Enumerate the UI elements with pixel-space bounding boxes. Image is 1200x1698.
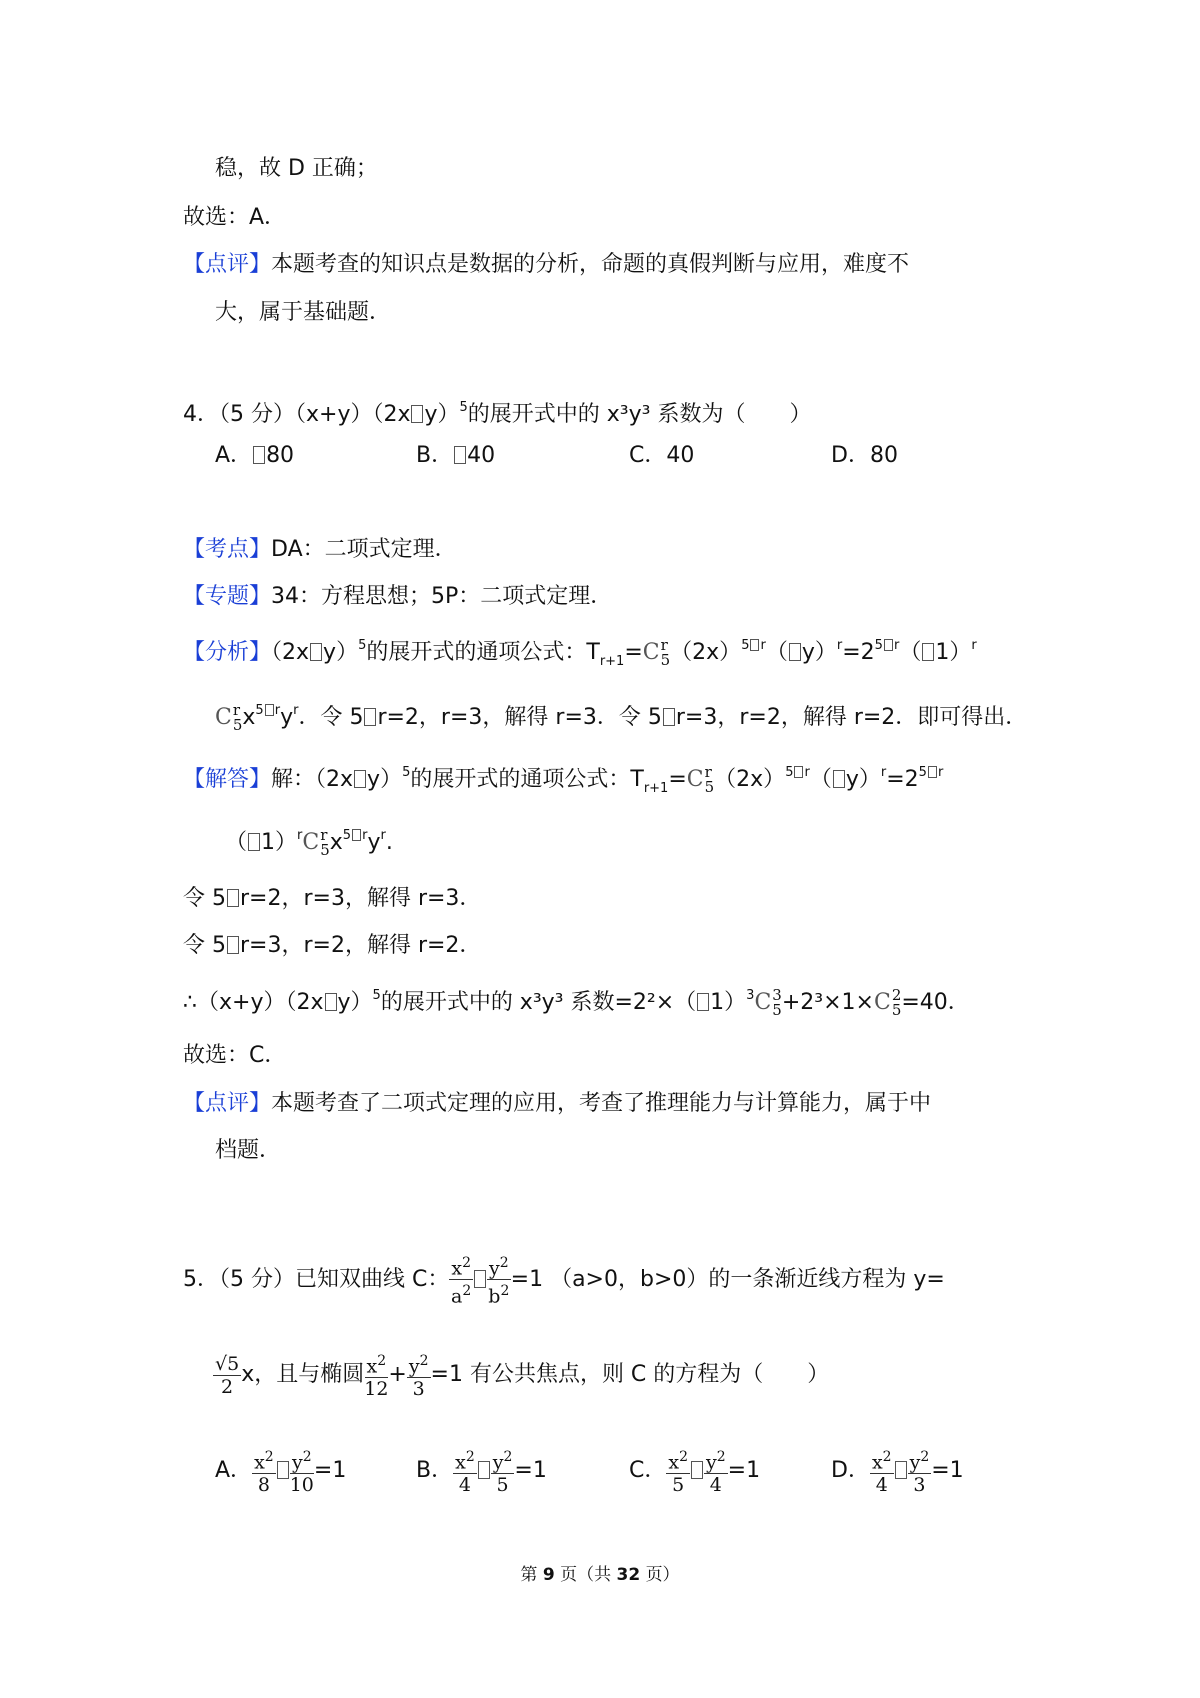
missing-glyph-icon [789,643,801,661]
comment-line-2: 大，属于基础题． [215,300,392,325]
denominator: 4 [458,1474,471,1497]
step-1 [183,884,481,914]
denominator: 2 [221,1375,234,1398]
combination: C 3 5 [754,986,782,1019]
fraction: $\frac{y^2}{5}$ [491,1446,515,1496]
missing-glyph-icon [310,643,322,661]
missing-glyph-icon [325,993,337,1011]
option-label: D． [831,443,870,468]
denominator: 4 [875,1474,888,1497]
option-c [629,441,694,471]
text: r=3，r=2，解得 r=2． [240,933,482,958]
option-label: A． [215,443,253,468]
comb-bottom: 5 [704,778,715,796]
question-4-stem [183,393,811,430]
fraction: $\frac{y^2}{3}$ [908,1446,932,1496]
text: =1 有公共焦点，则 C 的方程为（ ） [430,1362,830,1388]
missing-glyph-icon [354,770,366,788]
missing-glyph-icon [697,993,709,1011]
comb-bottom: 5 [320,841,330,859]
option-label: C． [629,443,667,468]
text: 令 5 [183,886,226,911]
numerator: √5 [215,1352,240,1375]
denominator: 8 [257,1474,270,1497]
option-d [831,441,898,471]
stem-part: 4．（5 分）（x+y）（2x [183,402,411,427]
text-line: 稳，故 D 正确； [215,156,378,181]
exponent: 5 [372,988,381,1003]
comb-bottom: 5 [772,1001,782,1019]
text: r=2，r=3，解得 r=3． [240,886,482,911]
denominator: 4 [709,1474,722,1497]
text: y） [337,990,373,1015]
zhuanti-tag: 【专题】 [183,584,272,609]
comment-text: 本题考查了二项式定理的应用，考查了推理能力与计算能力，属于中 [271,1091,932,1116]
fraction: $\frac{x^2}{5}$ [666,1446,690,1496]
option-d: D． $\frac{x^2}{4}$ $\frac{y^2}{3}$ =1 [831,1446,964,1496]
text: +2³×1× [781,990,874,1015]
text: 的展开式中的 x³y³ 系数=2²×（ [380,990,697,1015]
combination: C 2 5 [873,986,902,1019]
option-b: B． $\frac{x^2}{4}$ $\frac{y^2}{5}$ =1 [416,1446,547,1496]
jieda-tag: 【解答】 [183,767,272,792]
option-a [215,441,294,471]
result-line: ∴（x+y）（2x y）$^5$的展开式中的 x³y³ 系数=2²×（ 1）$^3$ C 3 5 +2³×1× C 2 5 =40． [183,986,970,1019]
comb-top: 3 [772,986,782,1004]
comb-bottom: 5 [232,716,243,734]
missing-glyph-icon [691,1461,703,1479]
denominator: 5 [496,1474,509,1497]
option-c: C． $\frac{x^2}{5}$ $\frac{y^2}{4}$ =1 [629,1446,760,1496]
comb-top: r [232,701,241,719]
comb-top: r [704,763,712,781]
comment-line [183,250,909,280]
option-label: B． [416,443,454,468]
text: 令 5 [183,933,226,958]
fraction: $\frac{x^2}{4}$ [453,1446,477,1496]
exponent: 5 r [741,638,766,653]
kaodian-line [183,535,457,565]
kaodian-text: DA：二项式定理． [271,537,457,562]
fraction: $\frac{x^2}{4}$ [870,1446,894,1496]
option-value: 80 [869,443,898,468]
fraction: $\frac{x^2}{8}$ [252,1446,276,1496]
text: 第 [520,1565,538,1585]
comment-line-2: 档题． [215,1138,282,1163]
missing-glyph-icon [895,1461,907,1479]
comb-bottom: 5 [660,651,671,669]
option-label: C． [629,1458,667,1484]
page-number: 9 [542,1565,555,1585]
fraction: $\frac{x^2}{12}$ [364,1350,388,1400]
denominator: 10 [289,1474,314,1497]
fenxi-line-2: C r 5 $x^{5 r}y^r$．令 5 r=2，r=3，解得 r=3．令 5 r=3，r=2，解得 r=2．即可得出． [215,701,1028,734]
jieda-line: 【解答】解：（2x y）$^5$的展开式的通项公式：$T_{r+1}=$ C r 5 $(2x)^{5 r}$（ $y)^r=2^{5 r}$ [183,763,944,796]
text: =40． [901,990,970,1015]
missing-glyph-icon [227,889,239,907]
missing-glyph-icon [833,770,845,788]
fraction: $\frac{y^2}{b^2}$ [487,1252,511,1308]
question-5-stem-2: $\frac{√5}{2}$ x，且与椭圆 $\frac{x^2}{12}$ + $\frac{y^2}{3}$ =1 有公共焦点，则 C 的方程为（ ） [213,1350,829,1400]
option-label: D． [831,1458,870,1484]
text: y） [367,767,403,792]
page-total: 32 [616,1565,641,1585]
option-label: A． [215,1458,253,1484]
combination: C r 5 [302,826,330,859]
text: r=2，r=3，解得 r=3．令 5 [377,705,662,730]
fraction [213,1353,241,1398]
option-value: 40 [467,443,496,468]
page-footer [0,1560,1200,1585]
missing-glyph-icon [248,833,260,851]
fenxi-tag: 【分析】 [183,640,272,665]
missing-glyph-icon [454,446,466,464]
jieda-line-2: （ 1）$^r$ C r 5 $x^{5 r}y^r$. [225,826,393,859]
stem-part: 的展开式中的 x³y³ 系数为（ ） [467,402,812,427]
missing-glyph-icon [474,1270,486,1288]
missing-glyph-icon [411,405,423,423]
kaodian-tag: 【考点】 [183,537,272,562]
text: y） [323,640,359,665]
text: 页） [645,1565,680,1585]
missing-glyph-icon [277,1461,289,1479]
comb-top: 2 [891,986,902,1004]
missing-glyph-icon [478,1461,490,1479]
comment-line [183,1089,931,1119]
missing-glyph-icon [364,708,376,726]
missing-glyph-icon [922,643,934,661]
missing-glyph-icon [227,936,239,954]
text: 的展开式的通项公式：T [410,767,644,792]
comment-text: 本题考查的知识点是数据的分析，命题的真假判断与应用，难度不 [271,252,910,277]
text: 的展开式的通项公式：T [366,640,600,665]
exponent: 5 [459,400,468,415]
text: ．令 5 [298,705,364,730]
option-b [416,441,495,471]
step-2 [183,931,481,961]
option-value: 80 [266,443,295,468]
denominator: 3 [913,1474,926,1497]
combination: C r 5 [642,636,671,669]
zhuanti-text: 34：方程思想；5P：二项式定理． [271,584,613,609]
answer-line: 故选：A． [183,205,287,230]
option-label: B． [416,1458,454,1484]
subscript: r+1 [643,781,669,796]
option-a: A． $\frac{x^2}{8}$ $\frac{y^2}{10}$ =1 [215,1446,346,1496]
text: 1） [710,990,747,1015]
text: r=3，r=2，解得 r=2．即可得出． [675,705,1028,730]
exponent: 5 [402,765,411,780]
denominator: 5 [672,1474,685,1497]
fenxi-line: 【分析】（2x y）$^5$的展开式的通项公式：$T_{r+1}=$ C r 5 $(2x)^{5 r}$（ $y)^r=2^{5 r}$（ 1）$^r$ [183,636,977,669]
subscript: r+1 [599,654,625,669]
combination: C r 5 [215,701,243,734]
text: =1 （a>0，b>0）的一条渐近线方程为 y= [510,1266,945,1292]
text: x，且与椭圆 [241,1362,365,1388]
text: 解：（2x [271,767,354,792]
option-value: 40 [666,443,695,468]
missing-glyph-icon [253,446,265,464]
fraction: $\frac{y^2}{3}$ [407,1350,431,1400]
fraction: $\frac{y^2}{4}$ [704,1446,728,1496]
answer-line: 故选：C． [183,1043,287,1068]
comb-top: r [660,636,668,654]
text: 页（共 [560,1565,612,1585]
text: ∴（x+y）（2x [183,990,324,1015]
comb-bottom: 5 [891,1001,902,1019]
comment-tag: 【点评】 [183,1091,272,1116]
missing-glyph-icon [663,708,675,726]
fraction: $\frac{x^2}{a^2}$ [449,1252,473,1308]
comment-tag: 【点评】 [183,252,272,277]
combination: C r 5 [686,763,715,796]
text: 5．（5 分）已知双曲线 C： [183,1266,450,1292]
question-5-stem [183,1252,945,1308]
stem-part: y） [424,402,460,427]
exponent: 5 [358,638,367,653]
comb-top: r [320,826,328,844]
zhuanti-line [183,582,612,612]
text: （2x [271,640,310,665]
fraction: $\frac{y^2}{10}$ [290,1446,314,1496]
